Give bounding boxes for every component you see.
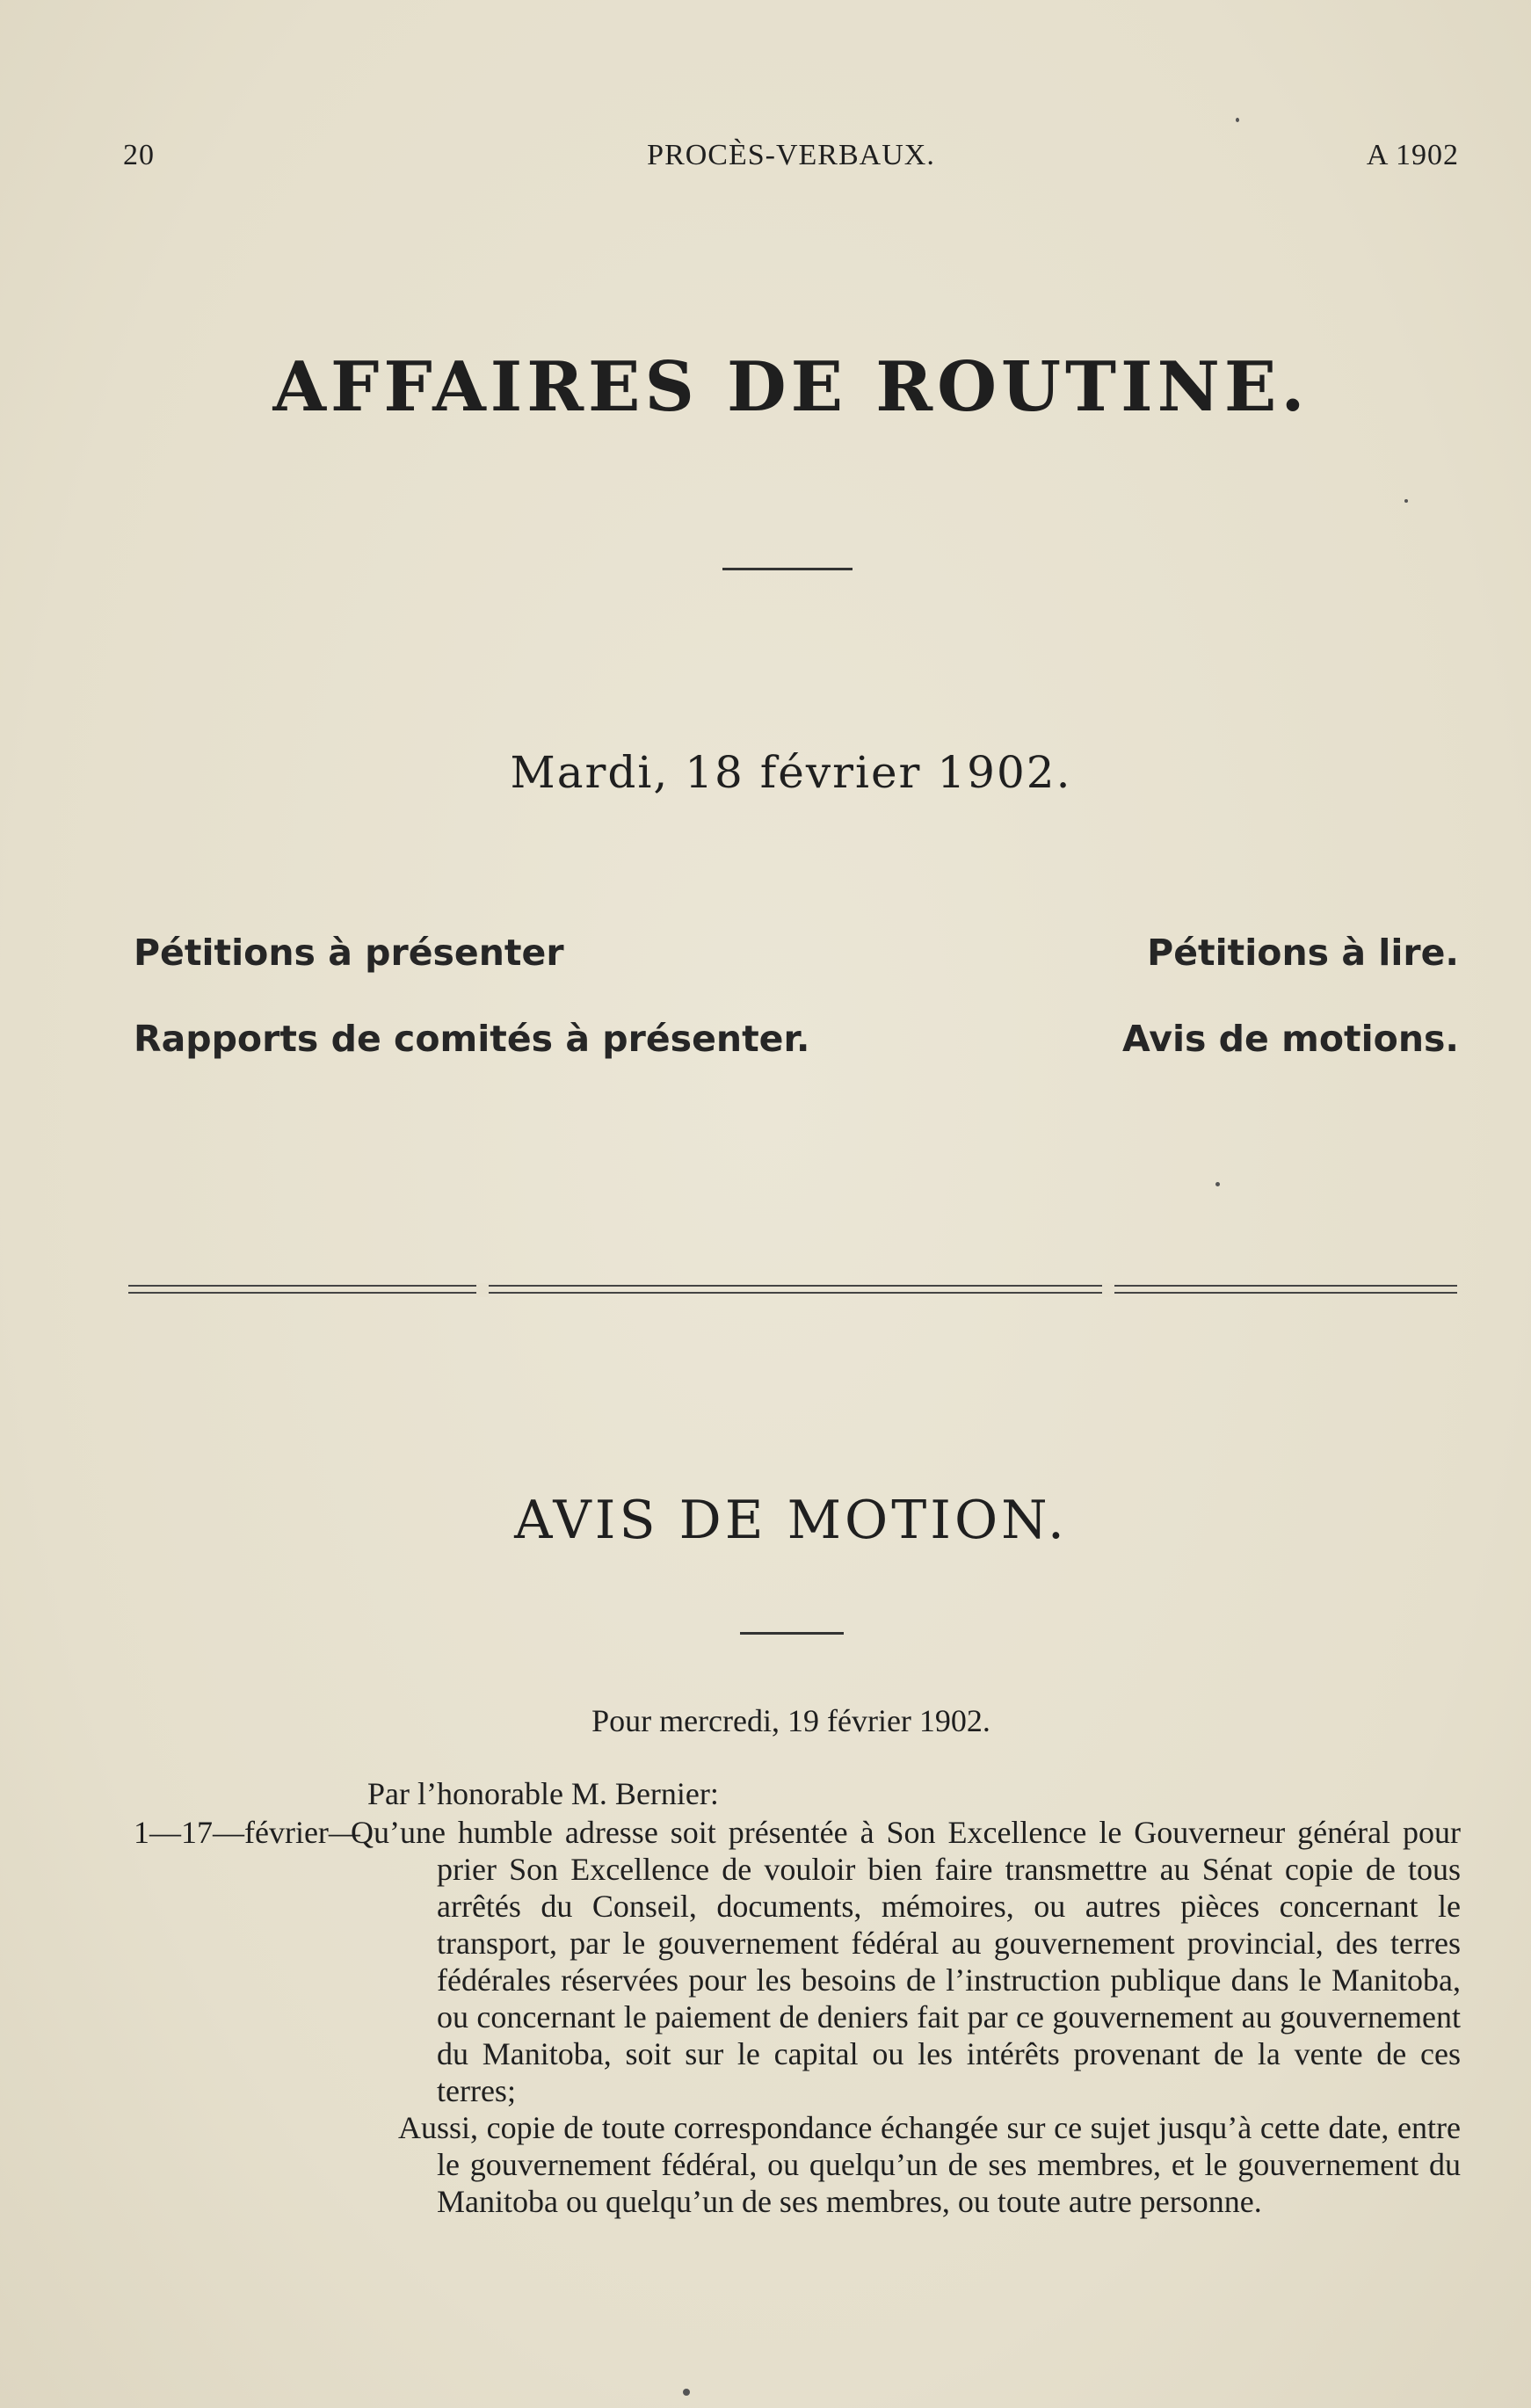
section-rule bbox=[740, 1632, 844, 1635]
print-speck bbox=[1215, 1182, 1220, 1186]
running-head-title: PROCÈS-VERBAUX. bbox=[647, 139, 935, 171]
title-rule bbox=[722, 568, 853, 570]
motion-number: 1—17—février— bbox=[134, 1815, 360, 1850]
main-title: AFFAIRES DE ROUTINE. bbox=[272, 347, 1310, 427]
motion-text: Qu’une humble adresse soit présentée à Son Excellence le Gouverneur général pour prier Son Excellence de vouloir bien faire transmettre au Sénat copie de tous arrêtés du Conseil, documents, mémoires, ou autres pièces concernant le transport, par le gouvernement fédéral au gouvernement provincial, des terres fédérales réservées pour les besoins de l’instruction publique dans le Manitoba, ou concernant le paiement de deniers fait par ce gouvernement au gouvernement du Manitoba, soit sur le capital ou les intérêts provenant de la vente de ces terres; bbox=[351, 1815, 1461, 2108]
notice-date: Pour mercredi, 19 février 1902. bbox=[591, 1703, 990, 1738]
order-item-left-2: Rapports de comités à présenter. bbox=[134, 1018, 810, 1060]
print-speck bbox=[1404, 499, 1408, 503]
section-divider bbox=[128, 1285, 1457, 1295]
session-label: A 1902 bbox=[1366, 139, 1459, 171]
motion-text-continued: Aussi, copie de toute correspondance échangée sur ce sujet jusqu’à cette date, entre le gouvernement fédéral, ou quelqu’un de ses membres, et le gouvernement du Manitoba ou quelqu’un de ses membres, ou toute autre personne. bbox=[398, 2110, 1461, 2219]
order-item-right-2: Avis de motions. bbox=[1121, 1018, 1459, 1060]
order-item-left-1: Pétitions à présenter bbox=[134, 932, 564, 974]
sitting-date: Mardi, 18 février 1902. bbox=[510, 747, 1072, 798]
motion-block bbox=[134, 1814, 1461, 2220]
section-title: AVIS DE MOTION. bbox=[514, 1490, 1068, 1551]
order-item-right-1: Pétitions à lire. bbox=[1147, 932, 1459, 974]
mover-line: Par l’honorable M. Bernier: bbox=[367, 1776, 719, 1811]
page-number: 20 bbox=[123, 139, 155, 171]
print-speck bbox=[1236, 118, 1239, 122]
running-head bbox=[123, 139, 1459, 178]
print-speck bbox=[683, 2389, 690, 2396]
